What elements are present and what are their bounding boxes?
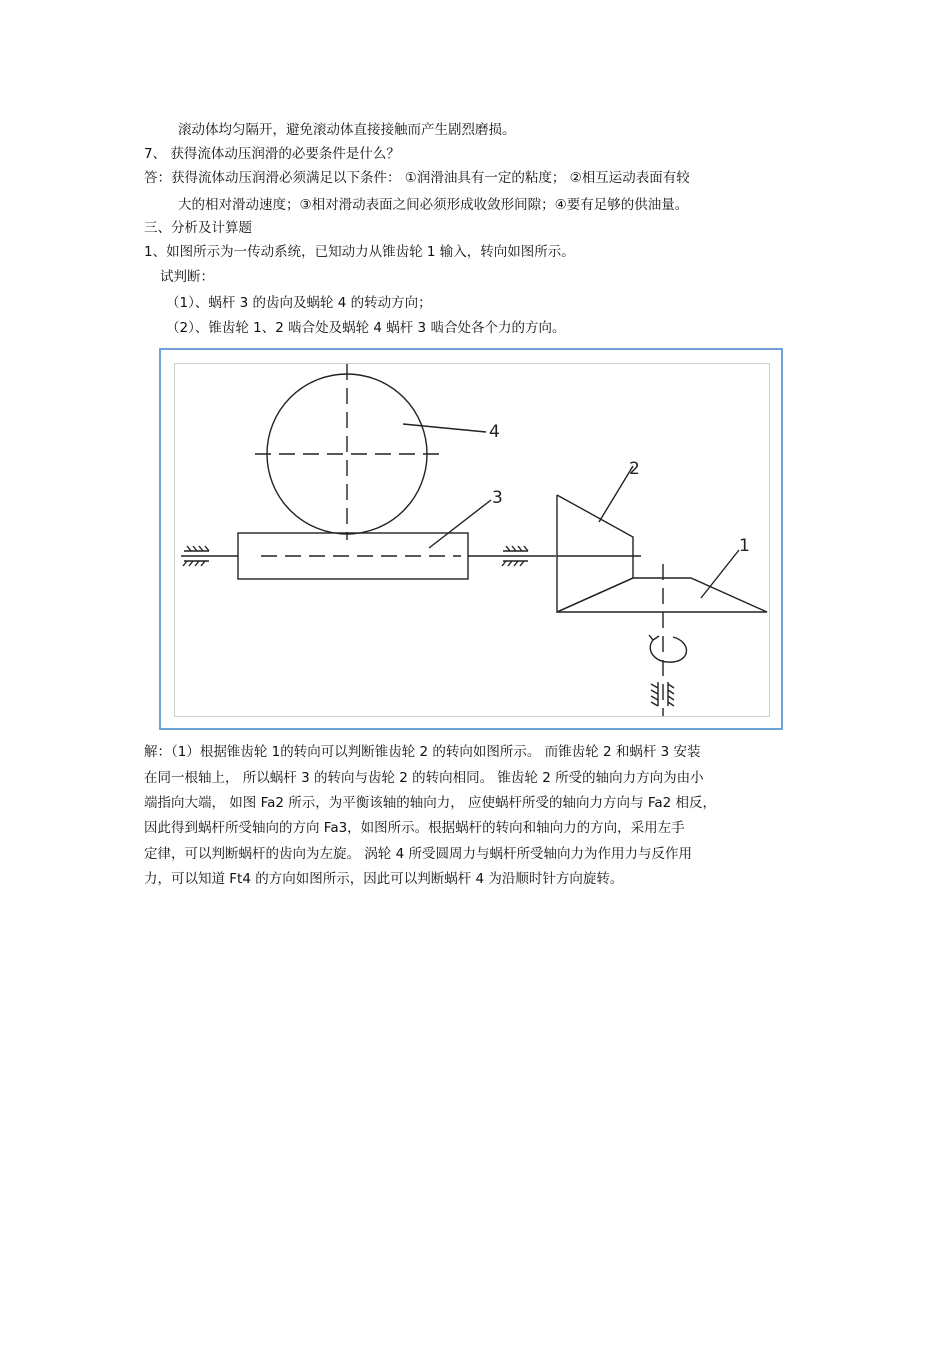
bevel-gear-1-outline: [557, 578, 767, 612]
solution-line-5: 定律，可以判断蜗杆的齿向为左旋。 涡轮 4 所受圆周力与蜗杆所受轴向力为作用力与反作用: [144, 846, 692, 862]
label-4: 4: [489, 422, 500, 442]
solution-line-6: 力，可以知道 Ft4 的方向如图所示，因此可以判断蜗杆 4 为沿顺时针方向旋转。: [144, 871, 624, 887]
problem-1-prompt: 试判断：: [160, 269, 214, 285]
solution-line-1: 解：（1）根据锥齿轮 1的转向可以判断锥齿轮 2 的转向如图所示。 而锥齿轮 2 和蜗杆 3 安装: [144, 744, 701, 760]
text-line-1: 滚动体均匀隔开，避免滚动体直接接触而产生剧烈磨损。: [178, 122, 516, 138]
answer-line-2: 大的相对滑动速度；③相对滑动表面之间必须形成收敛形间隙；④要有足够的供油量。: [178, 197, 689, 213]
solution-line-3: 端指向大端， 如图 Fa2 所示，为平衡该轴的轴向力， 应使蜗杆所受的轴向力方向与 Fa2 相反，: [144, 795, 717, 811]
rotation-arrowhead: [649, 635, 659, 640]
question-7: 7、 获得流体动压润滑的必要条件是什么？: [144, 146, 400, 162]
label-1: 1: [739, 536, 750, 556]
answer-line-1: 答：获得流体动压润滑必须满足以下条件： ①润滑油具有一定的粘度； ②相互运动表面有较: [144, 170, 690, 186]
transmission-diagram: [161, 350, 785, 732]
solution-line-2: 在同一根轴上， 所以蜗杆 3 的转向与齿轮 2 的转向相同。 锥齿轮 2 所受的轴向力方向为由小: [144, 770, 704, 786]
leader-line-2: [599, 466, 633, 522]
leader-line-3: [429, 500, 491, 548]
leader-line-4: [403, 424, 486, 432]
label-3: 3: [492, 488, 503, 508]
problem-1-part-1: （1）、蜗杆 3 的齿向及蜗轮 4 的转动方向；: [166, 295, 432, 311]
solution-line-4: 因此得到蜗杆所受轴向的方向 Fa3，如图所示。根据蜗杆的转向和轴向力的方向，采用左手: [144, 820, 685, 836]
transmission-figure: [159, 348, 783, 730]
problem-1-intro: 1、如图所示为一传动系统，已知动力从锥齿轮 1 输入，转向如图所示。: [144, 244, 575, 260]
section-heading: 三、分析及计算题: [144, 220, 252, 236]
rotation-arrow: [650, 637, 686, 662]
label-2: 2: [629, 459, 640, 479]
problem-1-part-2: （2）、锥齿轮 1、2 啮合处及蜗轮 4 蜗杆 3 啮合处各个力的方向。: [166, 320, 566, 336]
